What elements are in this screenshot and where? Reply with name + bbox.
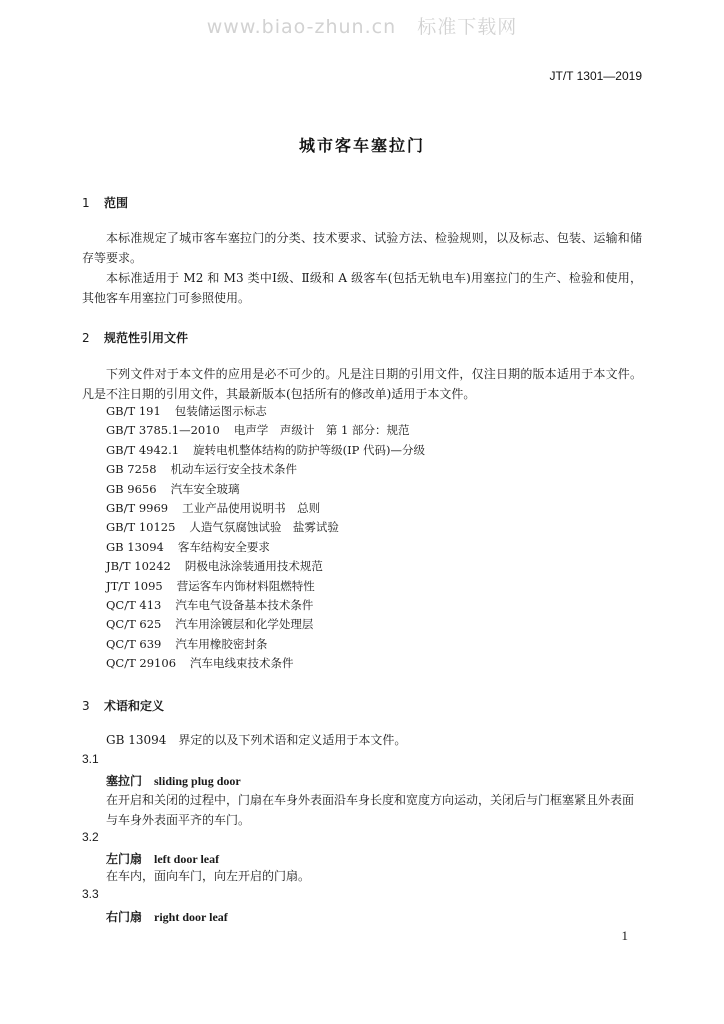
ref-title: 汽车电气设备基本技术条件: [175, 597, 314, 612]
standard-code: JT/T 1301—2019: [549, 69, 642, 83]
section-1-paragraph-2: 本标准适用于 M2 和 M3 类中Ⅰ级、Ⅱ级和 A 级客车(包括无轨电车)用塞拉门的生产、检验和使用，其他客车用塞拉门可参照使用。: [82, 271, 642, 305]
page-title: 城市客车塞拉门: [298, 136, 425, 155]
ref-title: 汽车用橡胶密封条: [175, 636, 268, 651]
section-1-paragraph-1: 本标准规定了城市客车塞拉门的分类、技术要求、试验方法、检验规则，以及标志、包装、运输和储存等要求。: [82, 231, 642, 265]
list-item: [106, 480, 425, 499]
list-item: [106, 557, 425, 576]
ref-code: QC/T 413: [106, 597, 162, 612]
ref-code: GB/T 4942.1: [106, 442, 180, 457]
list-item: [106, 518, 425, 537]
ref-code: QC/T 625: [106, 617, 162, 632]
term-3-1-number: 3.1: [82, 752, 99, 766]
reference-list: [106, 402, 425, 673]
term-3-2: [106, 850, 219, 867]
section-1-title: 范围: [104, 196, 129, 210]
section-2-intro: 下列文件对于本文件的应用是必不可少的。凡是注日期的引用文件，仅注日期的版本适用于本文件。凡是不注日期的引用文件，其最新版本(包括所有的修改单)适用于本文件。: [82, 367, 642, 401]
ref-title: 机动车运行安全技术条件: [170, 462, 298, 477]
section-3-number: 3: [82, 699, 90, 713]
section-2-number: 2: [82, 331, 90, 345]
list-item: [106, 538, 425, 557]
term-3-2-definition: 在车内，面向车门，向左开启的门扇。: [106, 869, 311, 883]
term-en: sliding plug door: [154, 774, 241, 788]
term-zh: 塞拉门: [106, 774, 143, 788]
list-item: [106, 460, 425, 479]
ref-code: JT/T 1095: [106, 578, 163, 593]
ref-code: QC/T 29106: [106, 656, 177, 671]
list-item: [106, 499, 425, 518]
term-3-1: [106, 772, 241, 789]
ref-title: 人造气氛腐蚀试验 盐雾试验: [189, 520, 339, 535]
section-2-title: 规范性引用文件: [104, 331, 189, 345]
section-2-heading: [82, 329, 188, 346]
list-item: [106, 615, 425, 634]
ref-code: JB/T 10242: [106, 559, 171, 574]
term-3-1-definition: 在开启和关闭的过程中，门扇在车身外表面沿车身长度和宽度方向运动，关闭后与门框塞紧且外表面与车身外表面平齐的车门。: [106, 793, 635, 827]
page-number: 1: [621, 928, 628, 943]
ref-title: 工业产品使用说明书 总则: [182, 500, 321, 515]
ref-title: 汽车用涂镀层和化学处理层: [175, 617, 314, 632]
term-en: left door leaf: [154, 852, 220, 866]
ref-code: GB/T 3785.1—2010: [106, 423, 220, 438]
section-3-intro: GB 13094 界定的以及下列术语和定义适用于本文件。: [106, 733, 407, 747]
term-3-3: [106, 908, 228, 925]
list-item: [106, 654, 425, 673]
list-item: [106, 441, 425, 460]
ref-title: 汽车电线束技术条件: [190, 656, 294, 671]
list-item: [106, 635, 425, 654]
term-zh: 右门扇: [106, 910, 143, 924]
ref-title: 客车结构安全要求: [177, 539, 270, 554]
ref-code: QC/T 639: [106, 636, 162, 651]
section-1-number: 1: [82, 196, 90, 210]
section-3-title: 术语和定义: [104, 699, 165, 713]
ref-title: 旋转电机整体结构的防护等级(IP 代码)—分级: [193, 442, 425, 457]
section-3-heading: [82, 697, 164, 714]
ref-title: 阴极电泳涂装通用技术规范: [184, 559, 323, 574]
ref-code: GB 9656: [106, 481, 157, 496]
ref-code: GB 13094: [106, 539, 164, 554]
list-item: [106, 596, 425, 615]
ref-title: 电声学 声级计 第 1 部分：规范: [233, 423, 410, 438]
list-item: [106, 421, 425, 440]
section-1-heading: [82, 194, 128, 211]
list-item: [106, 402, 425, 421]
ref-code: GB 7258: [106, 462, 157, 477]
watermark: www.biao-zhun.cn 标准下载网: [206, 16, 518, 38]
ref-title: 营运客车内饰材料阻燃特性: [176, 578, 315, 593]
ref-code: GB/T 191: [106, 404, 161, 418]
ref-code: GB/T 10125: [106, 520, 176, 535]
ref-title: 汽车安全玻璃: [170, 481, 240, 496]
list-item: [106, 577, 425, 596]
ref-code: GB/T 9969: [106, 500, 169, 515]
term-zh: 左门扇: [106, 852, 143, 866]
term-3-3-number: 3.3: [82, 887, 99, 901]
ref-title: 包装储运图示标志: [174, 404, 267, 418]
term-3-2-number: 3.2: [82, 830, 99, 844]
term-en: right door leaf: [154, 910, 228, 924]
